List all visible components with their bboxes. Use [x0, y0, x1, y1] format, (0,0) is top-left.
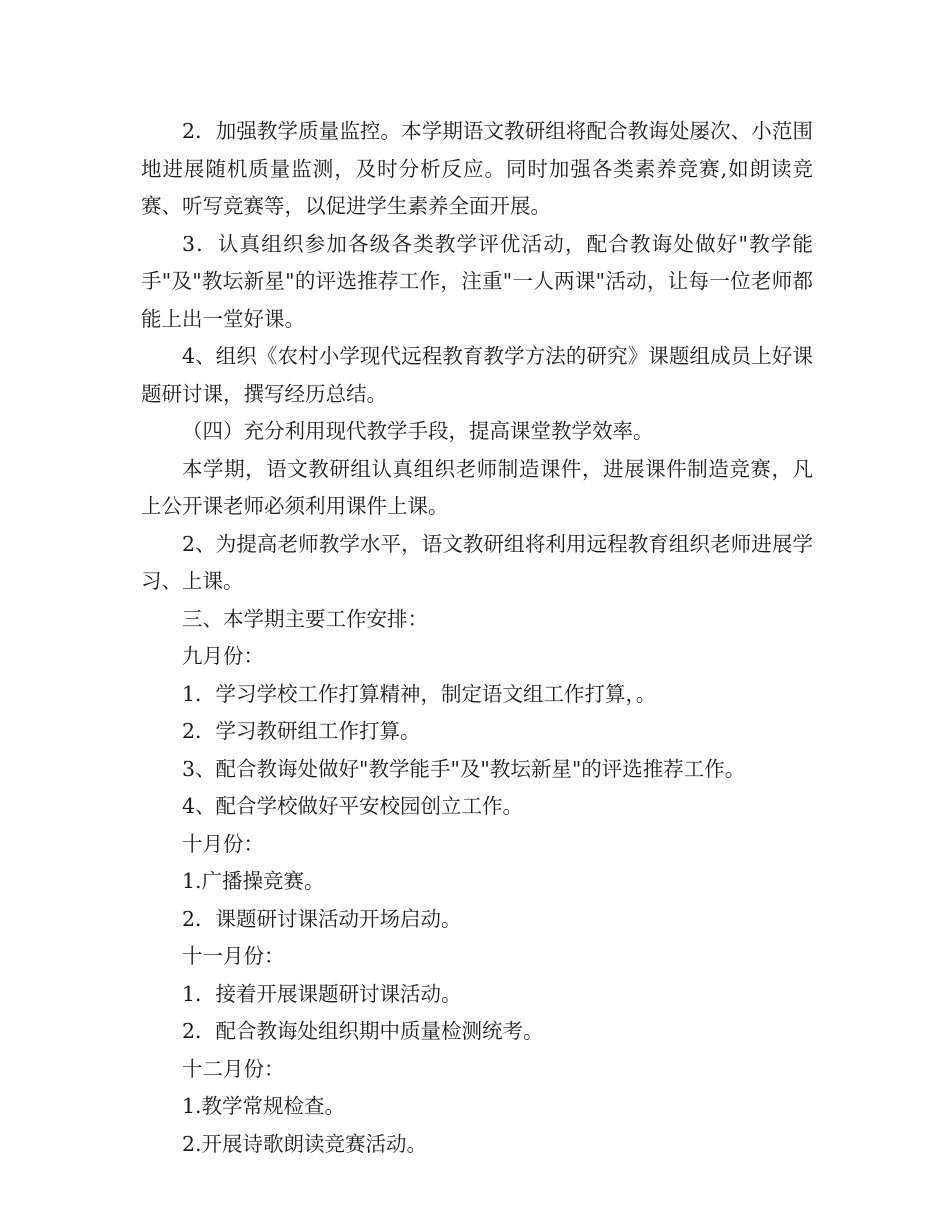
- paragraph-research-project: 4、组织《农村小学现代远程教育教学方法的研究》课题组成员上好课题研讨课，撰写经历总结。: [141, 344, 813, 406]
- paragraph-teaching-evaluation: 3．认真组织参加各级各类教学评优活动，配合教诲处做好"教学能手"及"教坛新星"的评选推荐工作，注重"一人两课"活动，让每一位老师都能上出一堂好课。: [141, 231, 813, 331]
- paragraph-quality-monitoring: 2．加强教学质量监控。本学期语文教研组将配合教诲处屡次、小范围地进展随机质量监测，及时分析反应。同时加强各类素养竞赛,如朗读竞赛、听写竞赛等，以促进学生素养全面开展。: [141, 119, 813, 218]
- list-item: 1．学习学校工作打算精神，制定语文组工作打算，。: [182, 681, 657, 706]
- paragraph-remote-education: 2、为提高老师教学水平，语文教研组将利用远程教育组织老师进展学习、上课。: [141, 531, 813, 593]
- list-item: 3、配合教诲处做好"教学能手"及"教坛新星"的评选推荐工作。: [182, 756, 746, 781]
- section-heading-modern-teaching: （四）充分利用现代教学手段，提高课堂教学效率。: [182, 419, 654, 443]
- list-item: 2.开展诗歌朗读竞赛活动。: [182, 1131, 428, 1156]
- list-item: 1.广播操竞赛。: [182, 869, 325, 893]
- list-item: 2．课题研讨课活动开场启动。: [182, 906, 462, 931]
- document-body: [141, 113, 813, 1163]
- month-heading-november: 十一月份：: [182, 944, 285, 968]
- list-item: 2．配合教诲处组织期中质量检测统考。: [182, 1019, 544, 1043]
- list-item: 1．接着开展课题研讨课活动。: [182, 981, 462, 1006]
- month-heading-october: 十月份：: [182, 831, 264, 856]
- section-heading-work-schedule: 三、本学期主要工作安排：: [182, 606, 428, 631]
- paragraph-courseware: 本学期，语文教研组认真组织老师制造课件，进展课件制造竞赛，凡上公开课老师必须利用课件上课。: [141, 456, 813, 518]
- list-item: 4、配合学校做好平安校园创立工作。: [182, 794, 524, 818]
- list-item: 2．学习教研组工作打算。: [182, 719, 421, 743]
- list-item: 1.教学常规检查。: [182, 1094, 346, 1118]
- month-heading-december: 十二月份：: [182, 1056, 285, 1081]
- month-heading-september: 九月份：: [182, 644, 264, 668]
